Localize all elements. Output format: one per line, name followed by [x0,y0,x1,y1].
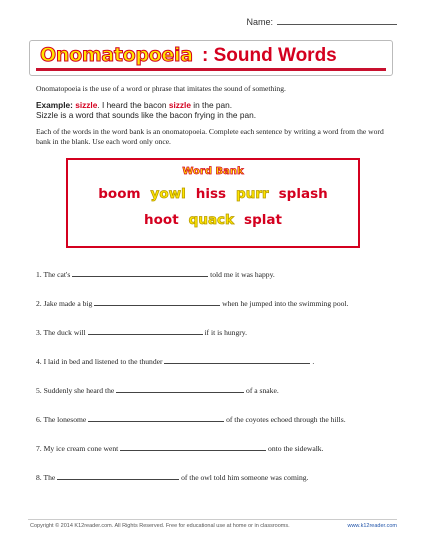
word-bank-row-1 [68,186,358,202]
intro-text: Onomatopoeia is the use of a word or phrase that imitates the sound of something. [36,84,286,93]
question-text-end: when he jumped into the swimming pool. [220,299,349,308]
name-label: Name: [246,17,273,27]
word-bank-word: splash [278,186,328,202]
title-banner [29,40,393,76]
question-item [36,415,346,424]
answer-blank[interactable] [116,386,244,393]
question-text: 6. The lonesome [36,415,89,424]
question-text-end: . [310,357,315,366]
question-text-end: of a snake. [244,386,279,395]
copyright-text: Copyright © 2014 K12reader.com. All Rights Reserved. Free for educational use at home or in classrooms. [30,523,290,529]
footer-divider [28,519,397,520]
question-item [36,299,348,308]
answer-blank[interactable] [88,328,203,335]
example-text-b: in the pan. [190,100,233,110]
title-word: Onomatopoeia [40,44,193,66]
question-text: 1. The cat's [36,270,73,279]
question-text-end: if it is hungry. [202,328,247,337]
answer-blank[interactable] [72,270,208,277]
title-underline [36,68,386,71]
site-link[interactable]: www.k12reader.com [347,523,397,529]
title-subtitle: : Sound Words [202,45,337,66]
question-item [36,357,314,366]
example-line-2: Sizzle is a word that sounds like the bacon frying in the pan. [36,110,256,120]
word-bank-word: boom [98,186,141,202]
name-line[interactable] [277,16,397,25]
question-item [36,328,247,337]
word-bank-word: hiss [195,186,227,202]
question-text-end: of the owl told him someone was coming. [179,473,309,482]
question-text-end: told me it was happy. [208,270,275,279]
question-text-end: of the coyotes echoed through the hills. [224,415,346,424]
example-word-inline: sizzle [168,100,191,110]
question-item [36,270,275,279]
example-label: Example: [36,100,73,110]
question-text-end: onto the sidewalk. [266,444,324,453]
word-bank-word: splat [244,212,282,228]
footer [30,523,397,529]
word-bank-word: purr [236,186,269,202]
word-bank-word: quack [188,212,235,228]
word-bank-word: yowl [150,186,186,202]
question-item [36,444,324,453]
question-text: 5. Suddenly she heard the [36,386,117,395]
word-bank-word: hoot [144,212,179,228]
example-line-1 [36,100,386,110]
answer-blank[interactable] [57,473,179,480]
question-text: 8. The [36,473,58,482]
answer-blank[interactable] [88,415,224,422]
question-item [36,386,279,395]
question-text: 2. Jake made a big [36,299,95,308]
answer-blank[interactable] [94,299,220,306]
answer-blank[interactable] [164,357,310,364]
question-text: 4. I laid in bed and listened to the thunder [36,357,165,366]
name-field[interactable] [246,16,397,27]
instructions-text: Each of the words in the word bank is an onomatopoeia. Complete each sentence by writing a word from the word bank in the blank. Use each word only once. [36,127,384,146]
question-text: 7. My ice cream cone went [36,444,121,453]
example-text-a: . I heard the bacon [97,100,169,110]
example-word: sizzle [75,100,98,110]
word-bank-title: Word Bank [182,166,244,177]
question-item [36,473,308,482]
word-bank [66,158,360,248]
example-block [36,100,386,120]
question-text: 3. The duck will [36,328,88,337]
answer-blank[interactable] [120,444,266,451]
word-bank-row-2 [68,212,358,228]
